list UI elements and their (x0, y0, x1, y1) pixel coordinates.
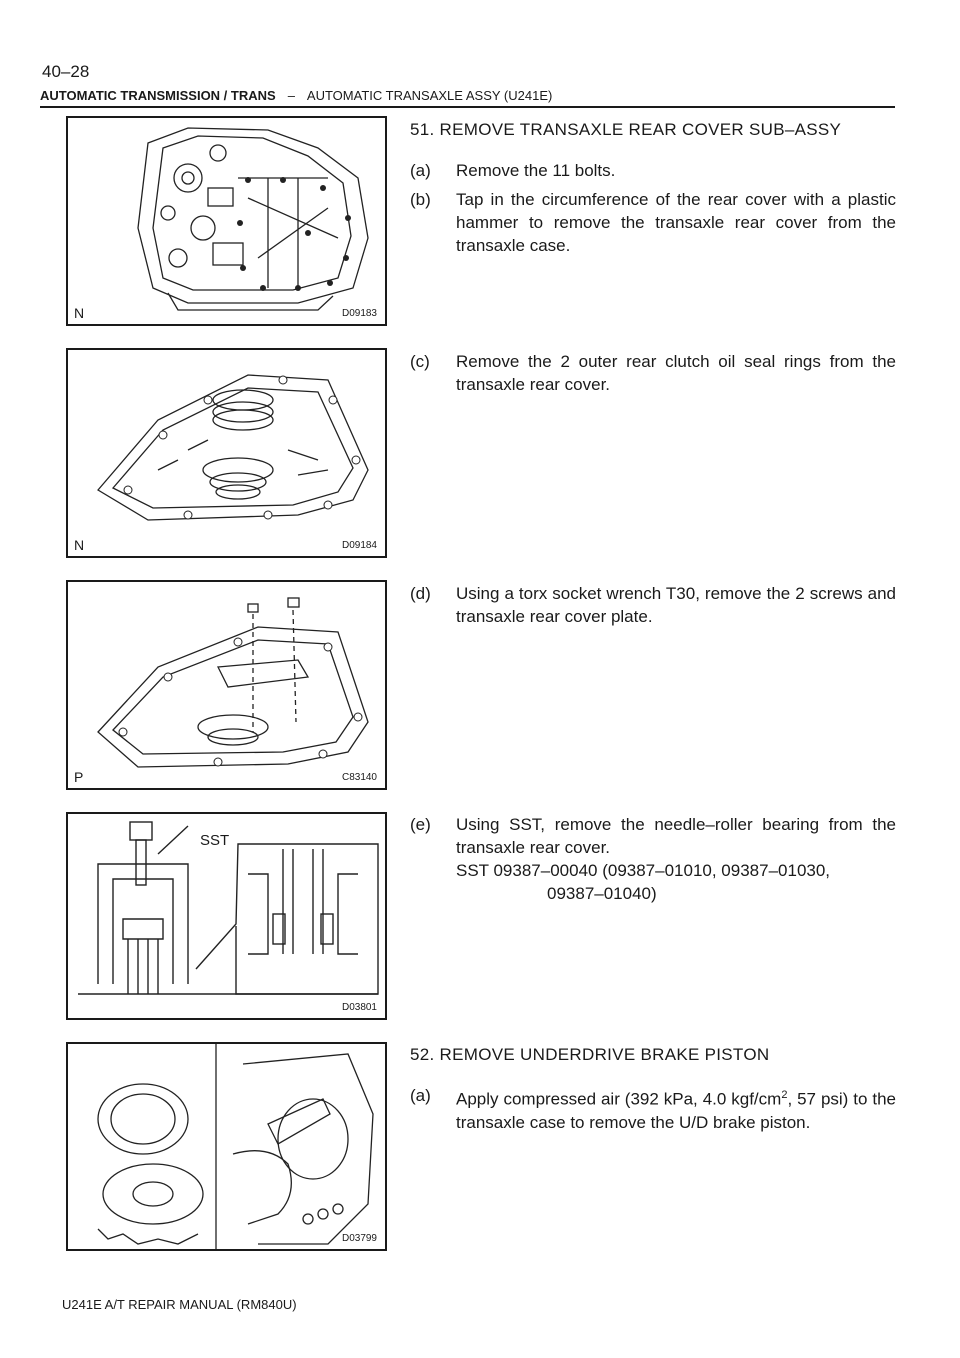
step-52-a (410, 1084, 896, 1134)
step-label: (c) (410, 352, 430, 371)
superscript: 2 (781, 1089, 788, 1101)
transaxle-assembly-illustration (68, 118, 387, 326)
sst-number-line-2: 09387–01040) (547, 884, 657, 903)
step-text: Tap in the circumference of the rear cover with a plastic hammer to remove the transaxle rear cover from the transaxle case. (456, 190, 896, 255)
figure-letter: P (74, 769, 84, 785)
figure-letter: N (74, 305, 85, 321)
figure-code: D09183 (341, 308, 377, 319)
figure-code: D03801 (341, 1002, 377, 1013)
step-text: Using SST, remove the needle–roller bearing from the transaxle rear cover. (456, 815, 896, 857)
step-text: Remove the 2 outer rear clutch oil seal rings from the transaxle rear cover. (456, 352, 896, 394)
step-51-b (410, 188, 896, 257)
step-51-d (410, 582, 896, 628)
step-51-title: 51. REMOVE TRANSAXLE REAR COVER SUB–ASSY (410, 120, 842, 139)
figure-letter: N (74, 537, 85, 553)
step-51-e-block (410, 813, 896, 905)
step-text: Using a torx socket wrench T30, remove the 2 screws and transaxle rear cover plate. (456, 584, 896, 626)
step-label: (e) (410, 815, 431, 834)
figure-rear-cover-seal-rings (66, 348, 387, 558)
step-51-c (410, 350, 896, 396)
figure-code: D03799 (341, 1233, 377, 1244)
step-51-e (410, 813, 896, 859)
step-text-2: , 57 psi) to the transaxle case to remove the U/D brake piston. (456, 1089, 896, 1132)
sst-callout-label: SST (200, 832, 230, 849)
page-footer: U241E A/T REPAIR MANUAL (RM840U) (62, 1297, 297, 1312)
step-label: (a) (410, 1086, 431, 1105)
step-label: (a) (410, 161, 431, 180)
step-52-block (410, 1043, 896, 1140)
step-51-c-block (410, 350, 896, 402)
figure-code: C83140 (341, 772, 377, 783)
header-separator: – (287, 88, 295, 103)
step-label: (d) (410, 584, 431, 603)
header-subsection: AUTOMATIC TRANSAXLE ASSY (U241E) (306, 88, 553, 103)
rear-cover-plate-illustration (68, 582, 387, 790)
page-header (40, 88, 895, 108)
sst-number-line: SST 09387–00040 (09387–01010, 09387–01030, (456, 861, 831, 880)
compressed-air-piston-illustration (68, 1044, 387, 1251)
rear-cover-seal-rings-illustration (68, 350, 387, 558)
figure-transaxle-assembly (66, 116, 387, 326)
step-51-block (410, 118, 896, 263)
page-number: 40–28 (42, 62, 90, 81)
step-51-a (410, 159, 896, 182)
figure-sst-bearing-puller (66, 812, 387, 1020)
figure-rear-cover-plate (66, 580, 387, 790)
step-text: Remove the 11 bolts. (456, 161, 616, 180)
step-text-1: Apply compressed air (392 kPa, 4.0 kgf/cm (456, 1089, 782, 1109)
figure-code: D09184 (341, 540, 377, 551)
step-52-title: 52. REMOVE UNDERDRIVE BRAKE PISTON (410, 1045, 770, 1064)
figure-compressed-air-piston (66, 1042, 387, 1251)
header-section: AUTOMATIC TRANSMISSION / TRANS (40, 88, 276, 103)
step-label: (b) (410, 190, 431, 209)
step-51-d-block (410, 582, 896, 634)
